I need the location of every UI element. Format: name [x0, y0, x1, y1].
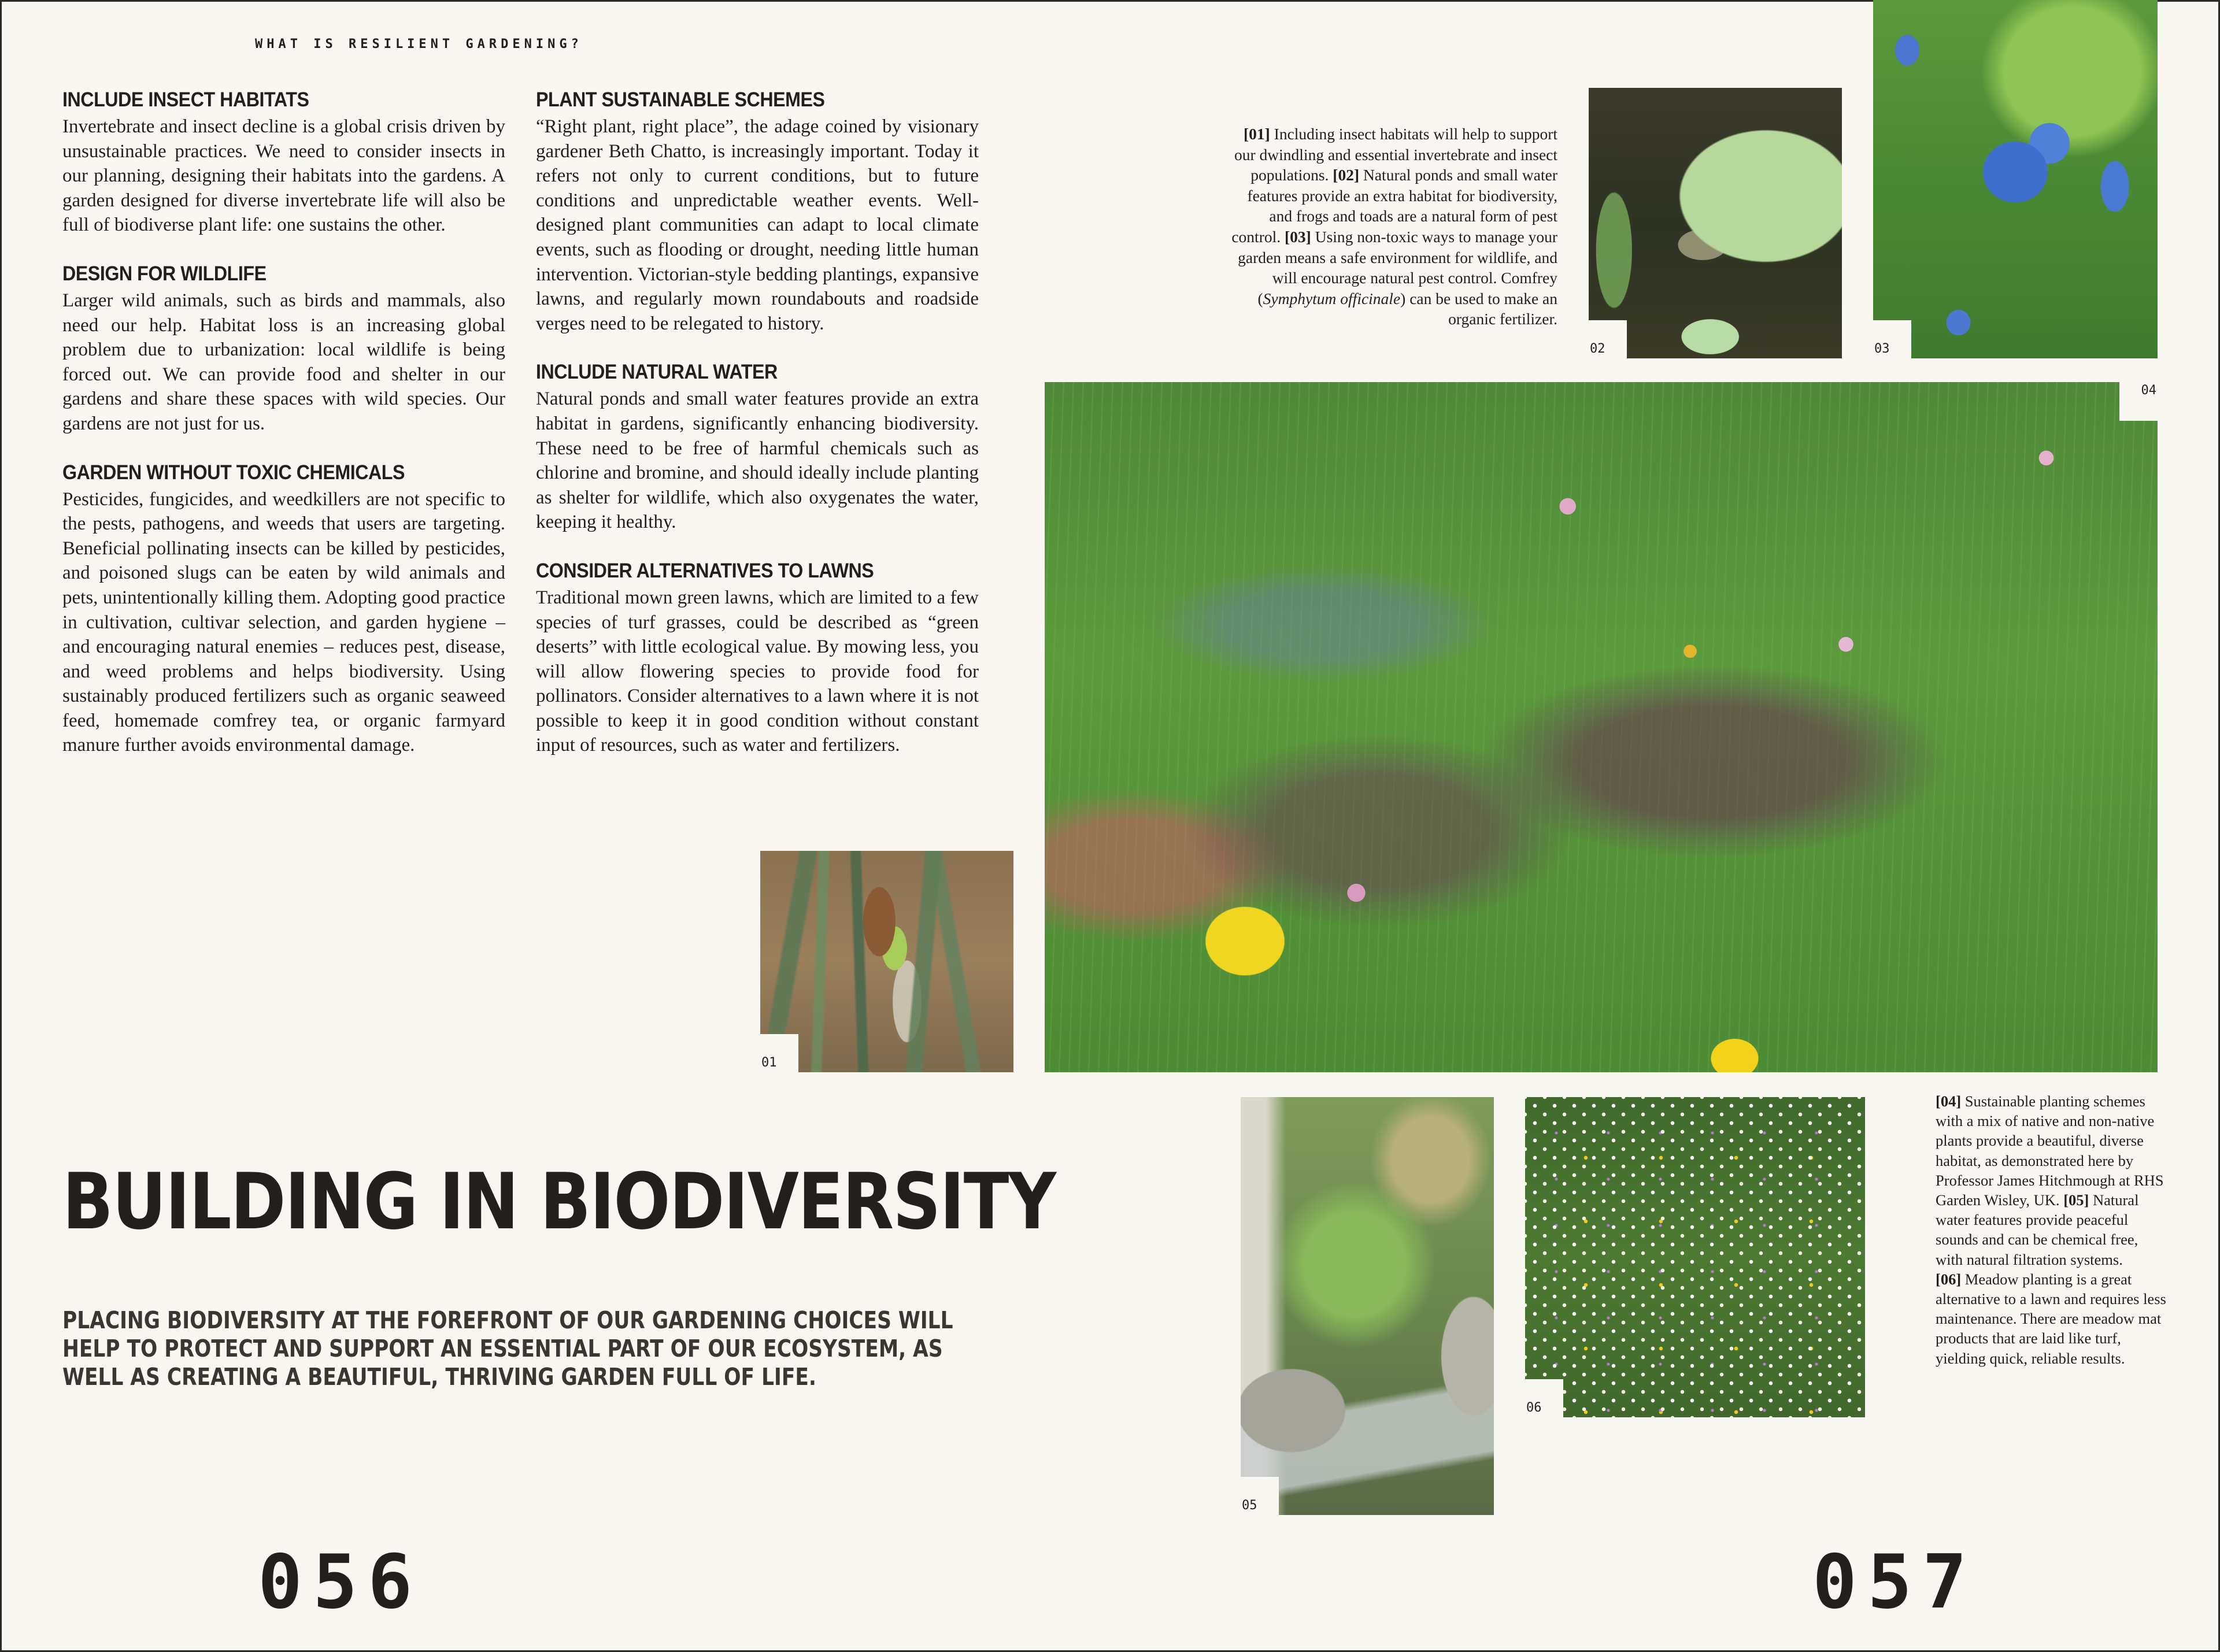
caption-ref: [06] — [1936, 1270, 1962, 1288]
section-body: Invertebrate and insect decline is a global crisis driven by unsustainable practices. We need to consider insects in our planning, designing their habitats into the gardens. A garden designed for diverse invertebrate life will also be full of biodiverse plant life: one sustains the other. — [62, 116, 505, 236]
section-body: Traditional mown green lawns, which are limited to a few species of turf grasses, could be described as “green deserts” with little ecological value. By mowing less, you will allow flowering species to provide food for pollinators. Consider alternatives to a lawn where it is not possible to keep it in good condition without constant input of resources, such as water and fertilizers. — [536, 587, 979, 756]
running-head: WHAT IS RESILIENT GARDENING? — [255, 37, 583, 51]
caption-ref: [05] — [2063, 1191, 2089, 1209]
photo-dragonfly — [760, 851, 1013, 1072]
caption-text: Including insect habitats will help to support our dwindling and essential invertebrate and insect populations. — [1234, 125, 1557, 184]
caption-ref: [04] — [1936, 1092, 1962, 1110]
section-heading: INCLUDE INSECT HABITATS — [62, 88, 309, 111]
botanical-name: Symphytum officinale — [1263, 289, 1401, 308]
photo-stream — [1241, 1097, 1494, 1515]
section-body: Pesticides, fungicides, and weedkillers are not specific to the pests, pathogens, and weeds that users are targeting. Beneficial pollinating insects can be killed by pesticides, and poisoned slugs can be eaten by wild animals and pets, unintentionally killing them. Adopting good practice in cultivation, cultivar selection, and garden hygiene – and encouraging natural enemies – reduces pest, disease, and weed problems and helps biodiversity. Using sustainably produced fertilizers such as organic seaweed feed, homemade comfrey tea, or organic farmyard manure further avoids environmental damage. — [62, 488, 505, 756]
section-body: Larger wild animals, such as birds and mammals, also need our help. Habitat loss is an increasing global problem due to urbanization: local wildlife is being forced out. We can provide food and shelter in our gardens and share these spaces with wild species. Our gardens are not just for us. — [62, 290, 505, 434]
page-number-left: 056 — [258, 1539, 423, 1625]
section-body: “Right plant, right place”, the adage coined by visionary gardener Beth Chatto, is increasingly important. Today it refers not only to current conditions, but to future conditions and unpredictable weather events. Well-designed plant communities can adapt to local climate events, such as flooding or drought, needing little human intervention. Victorian-style bedding plantings, expansive lawns, and regularly mown roundabouts and roadside verges need to be relegated to history. — [536, 116, 979, 334]
photo-label: 05 — [1241, 1477, 1279, 1515]
caption-text: Meadow planting is a great alternative to a lawn and requires less maintenance. There are meadow mat products that are laid like turf, yielding quick, reliable results. — [1936, 1270, 2166, 1367]
caption-text: Using non-toxic ways to manage your garden means a safe environment for wildlife, and will encourage natural pest control. Comfrey ( — [1238, 227, 1557, 308]
photo-label: 06 — [1525, 1379, 1563, 1417]
section-insect-habitats — [62, 87, 505, 238]
section-alternatives-to-lawns — [536, 558, 979, 758]
caption-photos-04-06 — [1936, 1091, 2167, 1368]
section-heading: INCLUDE NATURAL WATER — [536, 361, 778, 384]
photo-label: 04 — [2119, 382, 2158, 421]
caption-text: Sustainable planting schemes with a mix of native and non-native plants provide a beautiful, diverse habitat, as demonstrated here by Professor James Hitchmough at RHS Garden Wisley, UK. — [1936, 1092, 2164, 1209]
section-heading: DESIGN FOR WILDLIFE — [62, 262, 267, 285]
caption-text: Natural water features provide peaceful sounds and can be chemical free, with natural filtration systems. — [1936, 1191, 2139, 1268]
page-number-right: 057 — [1812, 1539, 1978, 1625]
caption-text: ) can be used to make an organic fertilizer. — [1400, 289, 1557, 328]
photo-daisy-meadow — [1525, 1097, 1865, 1417]
section-without-toxic-chemicals — [62, 460, 505, 758]
left-text-column — [62, 87, 505, 781]
photo-label: 02 — [1589, 320, 1627, 358]
photo-label: 01 — [760, 1034, 798, 1072]
chapter-title: BUILDING IN BIODIVERSITY — [62, 1157, 1056, 1247]
section-design-for-wildlife — [62, 261, 505, 436]
caption-ref: [03] — [1285, 227, 1311, 246]
photo-frog-pond — [1589, 88, 1842, 358]
section-sustainable-schemes — [536, 87, 979, 336]
section-natural-water — [536, 359, 979, 535]
chapter-subtitle: PLACING BIODIVERSITY AT THE FOREFRONT OF OUR GARDENING CHOICES WILL HELP TO PROTECT AND SUPPORT AN ESSENTIAL PART OF OUR ECOSYSTEM, AS WELL AS CREATING A BEAUTIFUL, THRIVING GARDEN FULL OF LIFE. — [62, 1306, 953, 1391]
caption-ref: [01] — [1243, 125, 1270, 143]
photo-label: 03 — [1873, 320, 1911, 358]
section-heading: CONSIDER ALTERNATIVES TO LAWNS — [536, 559, 874, 582]
section-body: Natural ponds and small water features provide an extra habitat in gardens, significantly enhancing biodiversity. These need to be free of harmful chemicals such as chlorine and bromine, and should ideally include planting as shelter for wildlife, which also oxygenates the water, keeping it healthy. — [536, 388, 979, 533]
photo-wildflower-meadow — [1045, 382, 2158, 1072]
section-heading: PLANT SUSTAINABLE SCHEMES — [536, 88, 825, 111]
photo-comfrey-flowers — [1873, 0, 2158, 358]
middle-text-column — [536, 87, 979, 781]
caption-text: Natural ponds and small water features provide an extra habitat for biodiversity, and frogs and toads are a natural form of pest control. — [1231, 166, 1557, 246]
section-heading: GARDEN WITHOUT TOXIC CHEMICALS — [62, 461, 405, 484]
caption-photos-01-03 — [1231, 124, 1557, 329]
caption-ref: [02] — [1333, 166, 1360, 184]
